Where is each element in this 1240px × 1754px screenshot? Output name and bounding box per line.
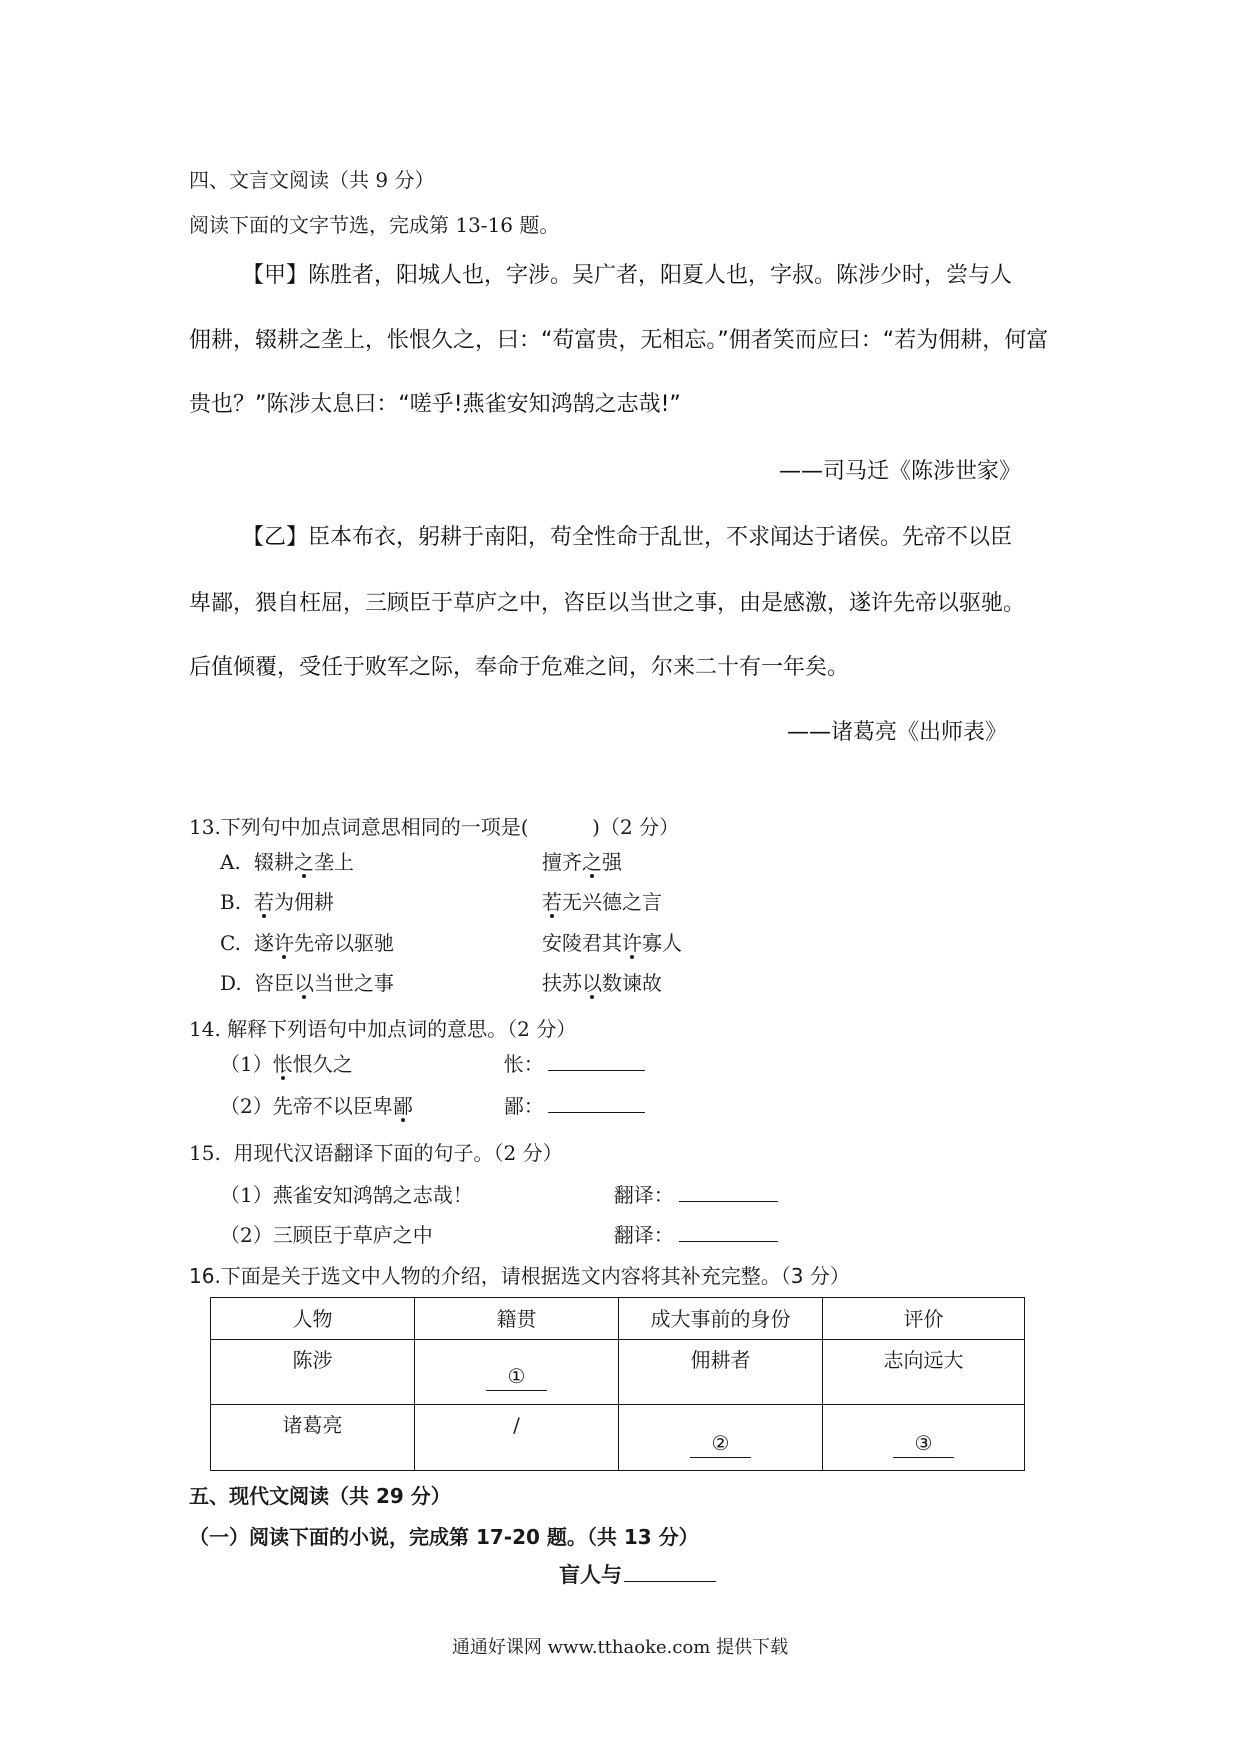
emphasized-char: 若 xyxy=(542,890,562,914)
phrase-text: 为佣耕 xyxy=(274,890,334,914)
cell-identity: 佣耕者 xyxy=(619,1340,823,1405)
option-phrase-right xyxy=(542,971,662,995)
phrase-text: 擅齐 xyxy=(542,850,582,874)
emphasized-char: 怅 xyxy=(272,1052,293,1076)
phrase-text: 安陵君其 xyxy=(542,931,622,955)
option-letter: C. xyxy=(220,931,241,955)
q14-item-1 xyxy=(220,1052,645,1076)
emphasized-char: 之 xyxy=(582,850,602,874)
phrase-text: 强 xyxy=(602,850,622,874)
header-cell-identity: 成大事前的身份 xyxy=(619,1298,823,1340)
table-header-row xyxy=(211,1298,1025,1340)
story-title xyxy=(559,1563,716,1588)
passage-jia-line: 佣耕，辍耕之垄上，怅恨久之，曰：“苟富贵，无相忘。”佣者笑而应曰：“若为佣耕，何富 xyxy=(189,328,1049,353)
item-sentence: 燕雀安知鸿鹄之志哉！ xyxy=(272,1183,473,1207)
answer-blank-line xyxy=(679,1183,778,1202)
section-5-heading: 五、现代文阅读（共 29 分） xyxy=(189,1484,451,1508)
option-phrase-left xyxy=(254,890,542,914)
q16-stem: 16.下面是关于选文中人物的介绍，请根据选文内容将其补充完整。（3 分） xyxy=(189,1264,850,1288)
character-info-table xyxy=(210,1297,1025,1471)
q15-stem: 15. 用现代汉语翻译下面的句子。（2 分） xyxy=(189,1141,563,1165)
phrase-text: 垄上 xyxy=(314,850,354,874)
passage-yi-line: 卑鄙，猥自枉屈，三顾臣于草庐之中，咨臣以当世之事，由是感激，遂许先帝以驱驰。 xyxy=(189,591,1026,616)
q14-item-2 xyxy=(220,1094,645,1118)
option-letter: B. xyxy=(220,890,242,914)
q13-option-a xyxy=(220,850,622,874)
option-letter: A. xyxy=(220,850,241,874)
phrase-text: 无兴德之言 xyxy=(562,890,662,914)
item-number: （1） xyxy=(220,1052,273,1076)
passage-jia-source: ——司马迁《陈涉世家》 xyxy=(778,459,1021,484)
phrase-text: 先帝以驱驰 xyxy=(294,931,394,955)
phrase-text: 恨久之 xyxy=(292,1052,353,1076)
phrase-text: 当世之事 xyxy=(314,971,394,995)
answer-blank-2: ② xyxy=(690,1431,752,1458)
q13-stem: 13.下列句中加点词意思相同的一项是( )（2 分） xyxy=(189,815,680,839)
answer-blank-1: ① xyxy=(486,1364,548,1391)
cell-identity xyxy=(619,1405,823,1471)
option-phrase-left xyxy=(254,931,542,955)
answer-blank-3: ③ xyxy=(893,1431,955,1458)
story-title-text: 盲人与 xyxy=(559,1563,622,1587)
answer-label: 怅： xyxy=(503,1052,544,1076)
emphasized-char: 之 xyxy=(294,850,314,874)
item-number: （2） xyxy=(220,1223,273,1247)
phrase-text: 先帝不以臣卑 xyxy=(272,1094,393,1118)
cell-person: 诸葛亮 xyxy=(211,1405,415,1471)
answer-blank-line xyxy=(548,1094,645,1113)
q13-option-b xyxy=(220,890,662,914)
phrase-text: 扶苏 xyxy=(542,971,582,995)
passage-jia-line: 【甲】陈胜者，阳城人也，字涉。吴广者，阳夏人也，字叔。陈涉少时，尝与人 xyxy=(242,263,1013,288)
cell-person: 陈涉 xyxy=(211,1340,415,1405)
emphasized-char: 许 xyxy=(622,931,642,955)
answer-label: 翻译： xyxy=(613,1223,674,1247)
phrase-text: 数谏故 xyxy=(602,971,662,995)
option-phrase-right xyxy=(542,850,622,874)
emphasized-char: 以 xyxy=(582,971,602,995)
emphasized-char: 许 xyxy=(274,931,294,955)
emphasized-char: 鄙 xyxy=(392,1094,413,1118)
cell-hometown xyxy=(415,1340,619,1405)
title-blank-line xyxy=(624,1563,716,1582)
q13-option-d xyxy=(220,971,662,995)
item-phrase xyxy=(273,1052,504,1076)
page-footer: 通通好课网 www.tthaoke.com 提供下载 xyxy=(451,1637,789,1658)
item-number: （1） xyxy=(220,1183,273,1207)
section-5-subheading: （一）阅读下面的小说，完成第 17-20 题。（共 13 分） xyxy=(189,1525,699,1549)
option-letter: D. xyxy=(220,971,242,995)
table-row xyxy=(211,1340,1025,1405)
q15-item-1 xyxy=(220,1183,778,1207)
option-phrase-left xyxy=(254,850,542,874)
section-4-instruction: 阅读下面的文字节选，完成第 13-16 题。 xyxy=(189,213,560,237)
q14-stem: 14. 解释下列语句中加点词的意思。（2 分） xyxy=(189,1017,577,1041)
passage-yi-source: ——诸葛亮《出师表》 xyxy=(786,720,1007,745)
option-phrase-left xyxy=(254,971,542,995)
passage-yi-line: 后值倾覆，受任于败军之际，奉命于危难之间，尔来二十有一年矣。 xyxy=(189,655,850,680)
header-cell-evaluation: 评价 xyxy=(823,1298,1025,1340)
option-phrase-right xyxy=(542,931,682,955)
table-row xyxy=(211,1405,1025,1471)
passage-jia-line: 贵也？”陈涉太息曰：“嗟乎!燕雀安知鸿鹄之志哉!” xyxy=(189,392,681,417)
emphasized-char: 以 xyxy=(294,971,314,995)
q13-option-c xyxy=(220,931,682,955)
passage-yi-line: 【乙】臣本布衣，躬耕于南阳，苟全性命于乱世，不求闻达于诸侯。先帝不以臣 xyxy=(242,525,1013,550)
answer-blank-line xyxy=(548,1052,645,1071)
item-sentence: 三顾臣于草庐之中 xyxy=(272,1223,433,1247)
answer-label: 翻译： xyxy=(613,1183,674,1207)
emphasized-char: 若 xyxy=(254,890,274,914)
phrase-text: 遂 xyxy=(254,931,274,955)
phrase-text: 寡人 xyxy=(642,931,682,955)
cell-evaluation: 志向远大 xyxy=(823,1340,1025,1405)
section-4-heading: 四、文言文阅读（共 9 分） xyxy=(189,168,435,192)
option-phrase-right xyxy=(542,890,662,914)
item-number: （2） xyxy=(220,1094,273,1118)
phrase-text: 咨臣 xyxy=(254,971,294,995)
item-phrase xyxy=(273,1094,504,1118)
q15-item-2 xyxy=(220,1223,778,1247)
phrase-text: 辍耕 xyxy=(254,850,294,874)
cell-hometown: / xyxy=(415,1405,619,1471)
header-cell-hometown: 籍贯 xyxy=(415,1298,619,1340)
answer-blank-line xyxy=(679,1223,778,1242)
cell-evaluation xyxy=(823,1405,1025,1471)
header-cell-person: 人物 xyxy=(211,1298,415,1340)
answer-label: 鄙： xyxy=(503,1094,544,1118)
